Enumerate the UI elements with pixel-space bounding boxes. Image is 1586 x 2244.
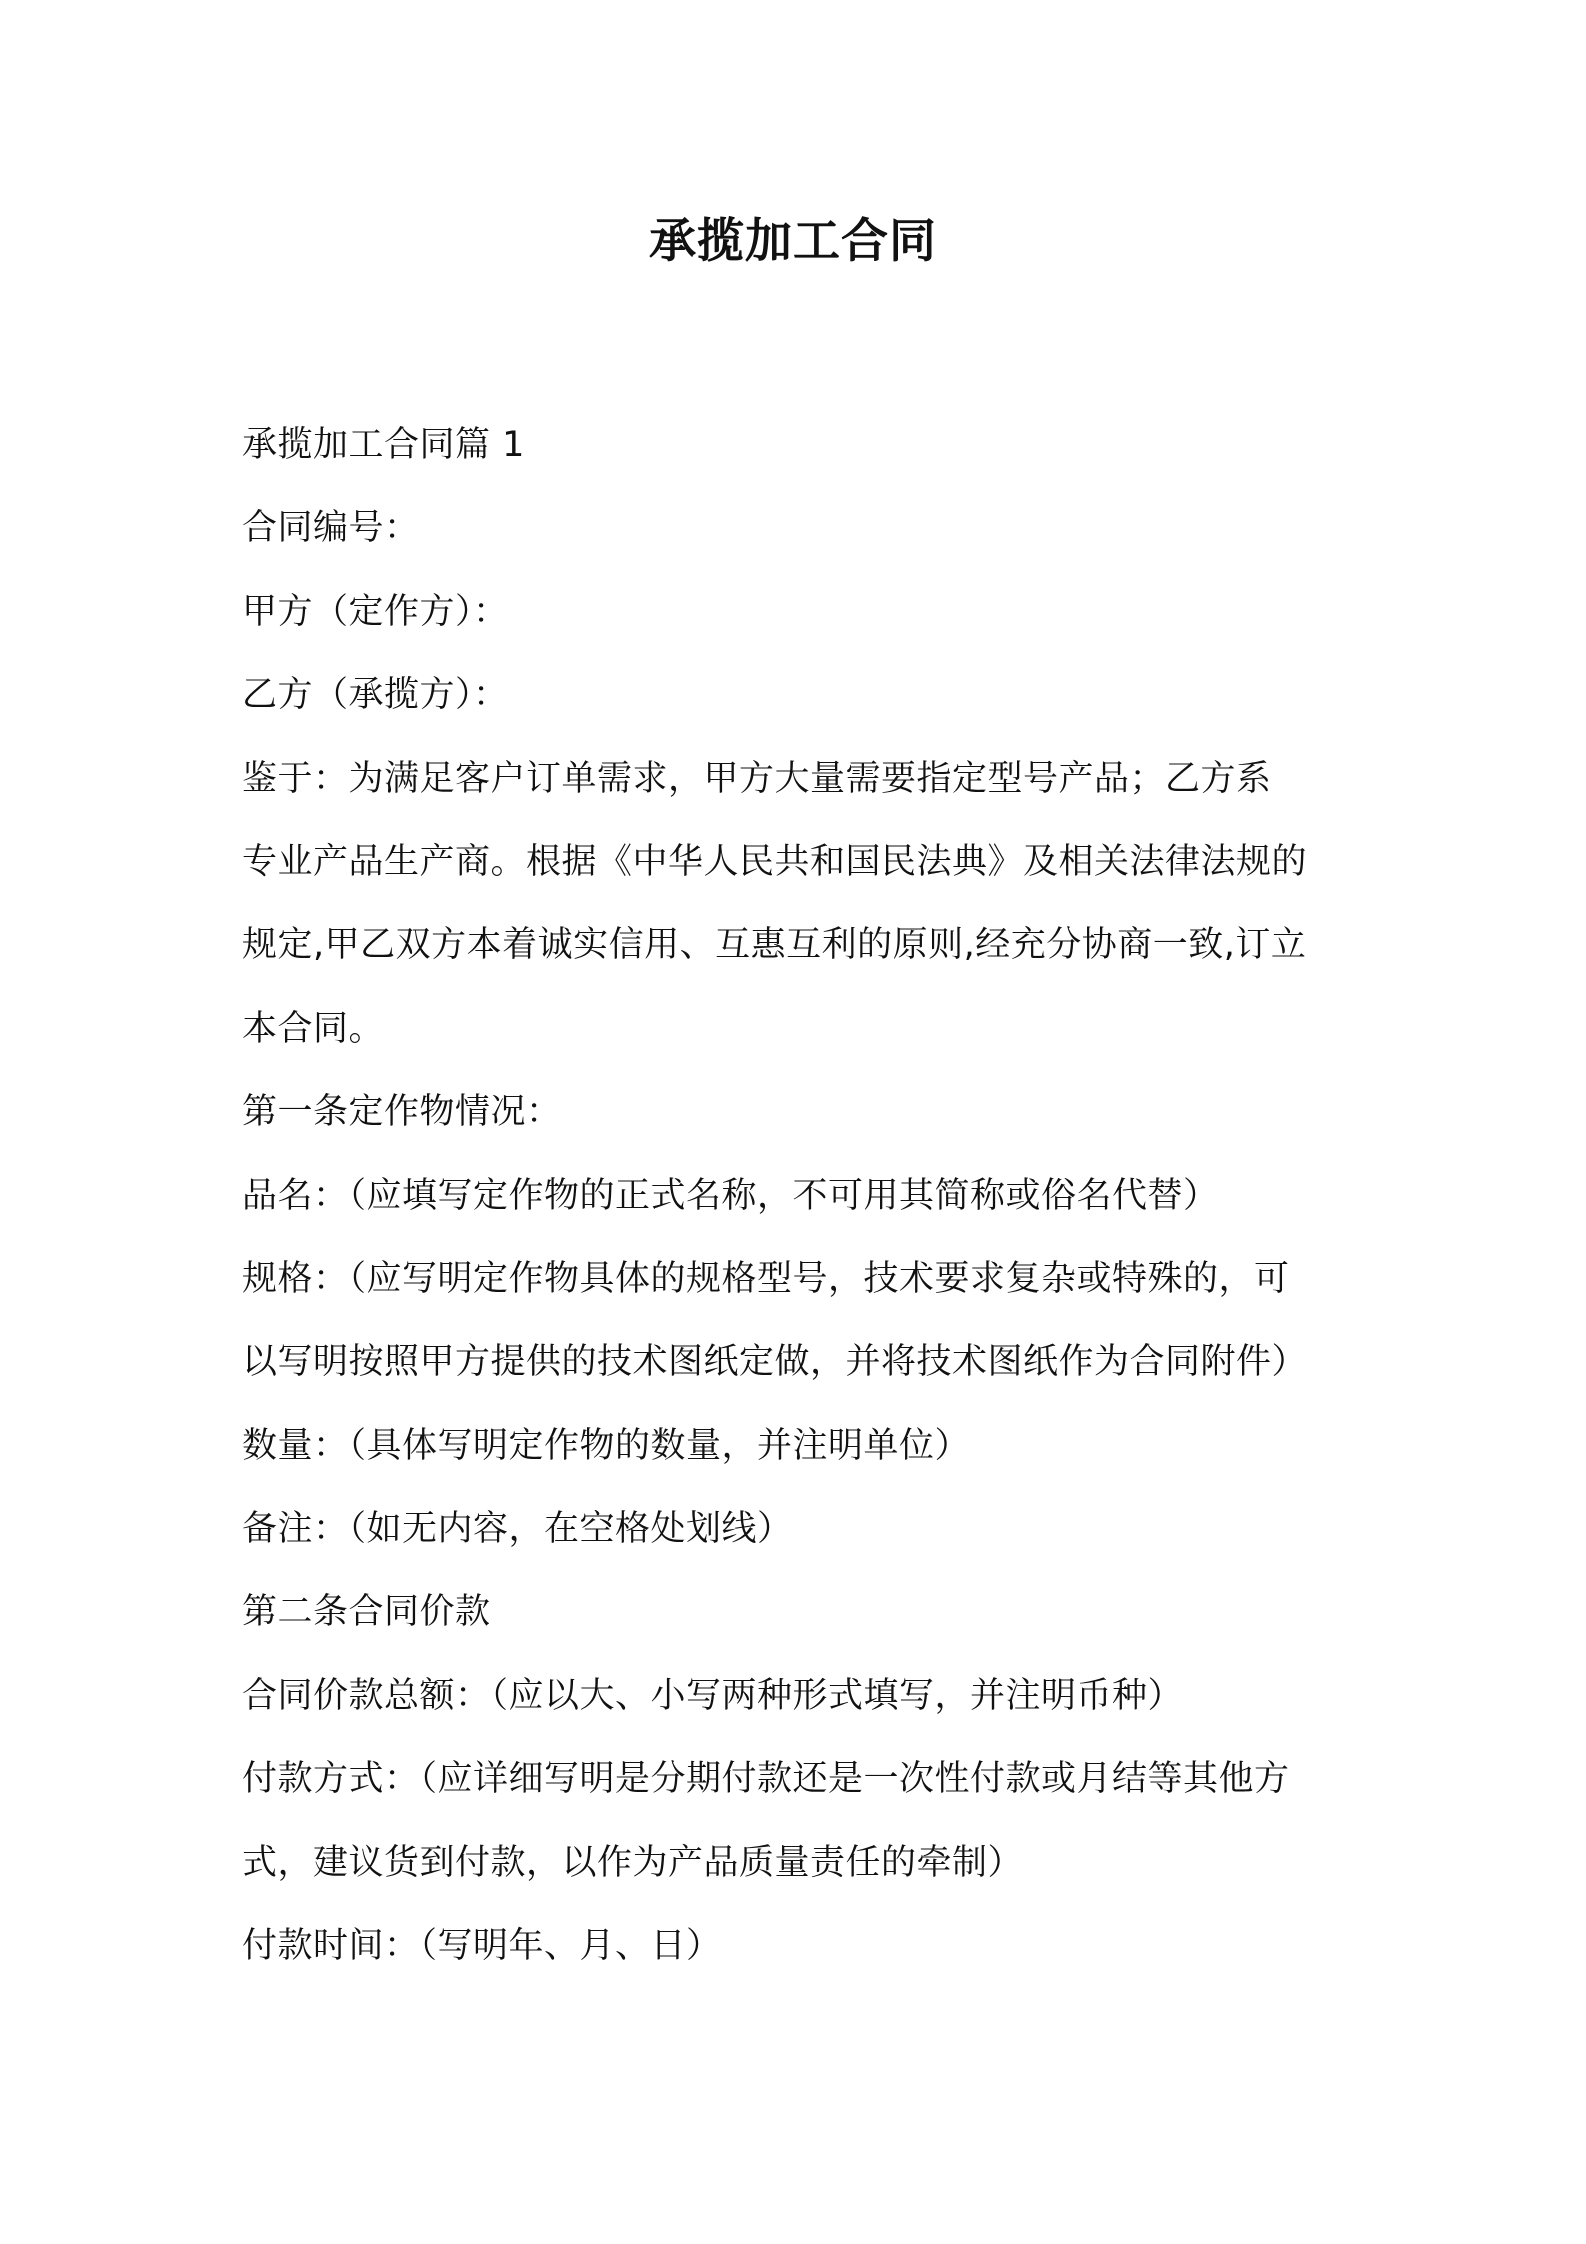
preamble-line: 规定,甲乙双方本着诚实信用、互惠互利的原则,经充分协商一致,订立 [242,925,1307,966]
article-2-heading: 第二条合同价款 [242,1592,491,1633]
remarks-line: 备注：（如无内容，在空格处划线） [242,1509,793,1550]
document-title: 承揽加工合同 [649,214,937,269]
payment-method-line: 式，建议货到付款，以作为产品质量责任的牵制） [242,1842,1024,1883]
preamble-line: 专业产品生产商。根据《中华人民共和国民法典》及相关法律法规的 [242,841,1308,882]
party-a-line: 甲方（定作方）： [242,591,509,632]
product-name-line: 品名：（应填写定作物的正式名称，不可用其简称或俗名代替） [242,1175,1219,1216]
preamble-line: 鉴于：为满足客户订单需求，甲方大量需要指定型号产品；乙方系 [242,758,1272,799]
payment-time-line: 付款时间：（写明年、月、日） [242,1926,722,1967]
article-1-heading: 第一条定作物情况： [242,1092,562,1133]
specification-line: 以写明按照甲方提供的技术图纸定做，并将技术图纸作为合同附件） [242,1342,1308,1383]
payment-method-line: 付款方式：（应详细写明是分期付款还是一次性付款或月结等其他方 [242,1759,1290,1800]
quantity-line: 数量：（具体写明定作物的数量，并注明单位） [242,1425,971,1466]
contract-number-line: 合同编号： [242,508,420,549]
specification-line: 规格：（应写明定作物具体的规格型号，技术要求复杂或特殊的，可 [242,1258,1290,1299]
document-body [242,404,1357,1988]
section-heading: 承揽加工合同篇 1 [242,425,525,465]
contract-price-line: 合同价款总额：（应以大、小写两种形式填写，并注明币种） [242,1675,1184,1716]
preamble-line: 本合同。 [242,1008,385,1049]
party-b-line: 乙方（承揽方）： [242,675,509,716]
